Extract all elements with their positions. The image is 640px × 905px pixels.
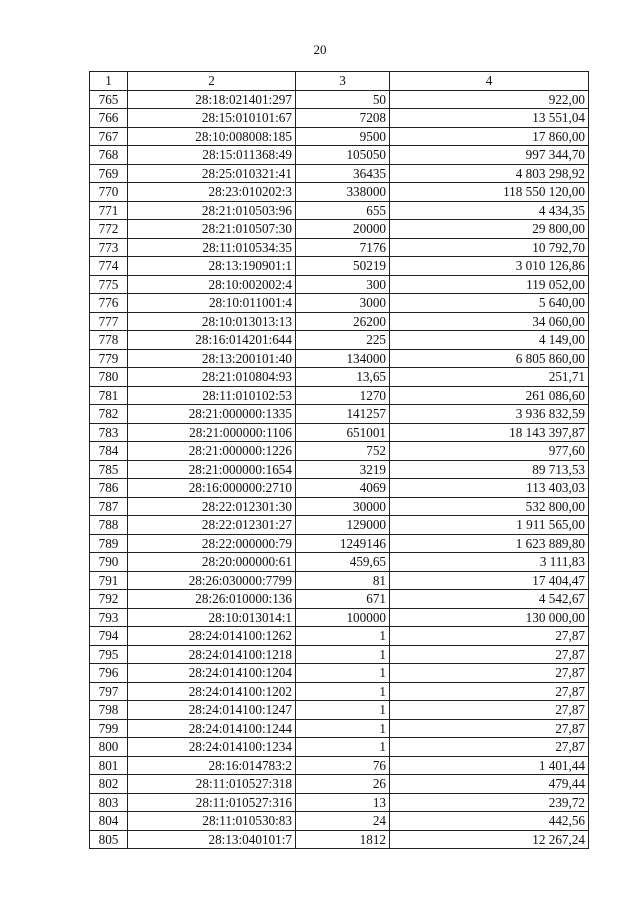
- value-cell: 977,60: [390, 442, 589, 461]
- column-header: 3: [296, 72, 390, 91]
- data-table: [89, 71, 589, 849]
- table-row: [90, 793, 589, 812]
- area-cell: 105050: [296, 146, 390, 165]
- value-cell: 3 010 126,86: [390, 257, 589, 276]
- table-row: [90, 257, 589, 276]
- row-number-cell: 804: [90, 812, 128, 831]
- cadastral-number-cell: 28:22:000000:79: [128, 534, 296, 553]
- cadastral-number-cell: 28:15:010101:67: [128, 109, 296, 128]
- row-number-cell: 775: [90, 275, 128, 294]
- area-cell: 20000: [296, 220, 390, 239]
- table-row: [90, 812, 589, 831]
- value-cell: 17 404,47: [390, 571, 589, 590]
- table-row: [90, 553, 589, 572]
- column-header: 2: [128, 72, 296, 91]
- cadastral-number-cell: 28:13:040101:7: [128, 830, 296, 849]
- cadastral-number-cell: 28:22:012301:30: [128, 497, 296, 516]
- value-cell: 997 344,70: [390, 146, 589, 165]
- value-cell: 3 111,83: [390, 553, 589, 572]
- cadastral-number-cell: 28:21:000000:1654: [128, 460, 296, 479]
- cadastral-number-cell: 28:24:014100:1244: [128, 719, 296, 738]
- area-cell: 26200: [296, 312, 390, 331]
- row-number-cell: 795: [90, 645, 128, 664]
- row-number-cell: 799: [90, 719, 128, 738]
- cadastral-number-cell: 28:24:014100:1247: [128, 701, 296, 720]
- page-number: 20: [313, 42, 327, 57]
- cadastral-number-cell: 28:24:014100:1202: [128, 682, 296, 701]
- value-cell: 27,87: [390, 645, 589, 664]
- value-cell: 4 803 298,92: [390, 164, 589, 183]
- cadastral-number-cell: 28:10:008008:185: [128, 127, 296, 146]
- value-cell: 4 434,35: [390, 201, 589, 220]
- area-cell: 4069: [296, 479, 390, 498]
- table-row: [90, 664, 589, 683]
- table-row: [90, 423, 589, 442]
- table-row: [90, 701, 589, 720]
- row-number-cell: 794: [90, 627, 128, 646]
- table-row: [90, 164, 589, 183]
- cadastral-number-cell: 28:11:010527:316: [128, 793, 296, 812]
- area-cell: 24: [296, 812, 390, 831]
- value-cell: 13 551,04: [390, 109, 589, 128]
- table-row: [90, 405, 589, 424]
- row-number-cell: 779: [90, 349, 128, 368]
- value-cell: 27,87: [390, 682, 589, 701]
- cadastral-number-cell: 28:21:010507:30: [128, 220, 296, 239]
- table-row: [90, 238, 589, 257]
- cadastral-number-cell: 28:11:010530:83: [128, 812, 296, 831]
- value-cell: 4 542,67: [390, 590, 589, 609]
- value-cell: 12 267,24: [390, 830, 589, 849]
- area-cell: 3000: [296, 294, 390, 313]
- table-row: [90, 830, 589, 849]
- cadastral-number-cell: 28:10:011001:4: [128, 294, 296, 313]
- row-number-cell: 767: [90, 127, 128, 146]
- cadastral-number-cell: 28:24:014100:1204: [128, 664, 296, 683]
- table-row: [90, 331, 589, 350]
- row-number-cell: 772: [90, 220, 128, 239]
- area-cell: 81: [296, 571, 390, 590]
- table-row: [90, 312, 589, 331]
- cadastral-number-cell: 28:24:014100:1262: [128, 627, 296, 646]
- area-cell: 1: [296, 701, 390, 720]
- table-row: [90, 183, 589, 202]
- table-row: [90, 516, 589, 535]
- table-row: [90, 201, 589, 220]
- area-cell: 1: [296, 627, 390, 646]
- area-cell: 651001: [296, 423, 390, 442]
- row-number-cell: 765: [90, 90, 128, 109]
- area-cell: 7176: [296, 238, 390, 257]
- area-cell: 129000: [296, 516, 390, 535]
- area-cell: 459,65: [296, 553, 390, 572]
- table-row: [90, 294, 589, 313]
- row-number-cell: 798: [90, 701, 128, 720]
- area-cell: 100000: [296, 608, 390, 627]
- row-number-cell: 805: [90, 830, 128, 849]
- cadastral-number-cell: 28:10:013013:13: [128, 312, 296, 331]
- area-cell: 13,65: [296, 368, 390, 387]
- table-row: [90, 90, 589, 109]
- value-cell: 27,87: [390, 664, 589, 683]
- area-cell: 300: [296, 275, 390, 294]
- value-cell: 27,87: [390, 627, 589, 646]
- area-cell: 338000: [296, 183, 390, 202]
- cadastral-number-cell: 28:25:010321:41: [128, 164, 296, 183]
- value-cell: 118 550 120,00: [390, 183, 589, 202]
- area-cell: 141257: [296, 405, 390, 424]
- table-row: [90, 146, 589, 165]
- cadastral-number-cell: 28:10:013014:1: [128, 608, 296, 627]
- table-row: [90, 775, 589, 794]
- row-number-cell: 790: [90, 553, 128, 572]
- value-cell: 89 713,53: [390, 460, 589, 479]
- table-row: [90, 442, 589, 461]
- value-cell: 239,72: [390, 793, 589, 812]
- value-cell: 18 143 397,87: [390, 423, 589, 442]
- cadastral-number-cell: 28:20:000000:61: [128, 553, 296, 572]
- cadastral-number-cell: 28:18:021401:297: [128, 90, 296, 109]
- value-cell: 479,44: [390, 775, 589, 794]
- row-number-cell: 766: [90, 109, 128, 128]
- table-row: [90, 479, 589, 498]
- cadastral-number-cell: 28:21:000000:1106: [128, 423, 296, 442]
- row-number-cell: 783: [90, 423, 128, 442]
- cadastral-number-cell: 28:24:014100:1218: [128, 645, 296, 664]
- row-number-cell: 802: [90, 775, 128, 794]
- value-cell: 1 911 565,00: [390, 516, 589, 535]
- row-number-cell: 788: [90, 516, 128, 535]
- area-cell: 1812: [296, 830, 390, 849]
- cadastral-number-cell: 28:16:014783:2: [128, 756, 296, 775]
- row-number-cell: 791: [90, 571, 128, 590]
- table-row: [90, 682, 589, 701]
- table-row: [90, 349, 589, 368]
- area-cell: 134000: [296, 349, 390, 368]
- table-row: [90, 627, 589, 646]
- table-row: [90, 497, 589, 516]
- table-row: [90, 756, 589, 775]
- table-row: [90, 368, 589, 387]
- cadastral-number-cell: 28:11:010527:318: [128, 775, 296, 794]
- area-cell: 7208: [296, 109, 390, 128]
- value-cell: 17 860,00: [390, 127, 589, 146]
- area-cell: 3219: [296, 460, 390, 479]
- cadastral-number-cell: 28:21:000000:1335: [128, 405, 296, 424]
- row-number-cell: 770: [90, 183, 128, 202]
- value-cell: 119 052,00: [390, 275, 589, 294]
- area-cell: 752: [296, 442, 390, 461]
- cadastral-number-cell: 28:24:014100:1234: [128, 738, 296, 757]
- table-body: [90, 90, 589, 849]
- value-cell: 1 623 889,80: [390, 534, 589, 553]
- cadastral-number-cell: 28:11:010102:53: [128, 386, 296, 405]
- cadastral-number-cell: 28:23:010202:3: [128, 183, 296, 202]
- row-number-cell: 789: [90, 534, 128, 553]
- table-row: [90, 386, 589, 405]
- row-number-cell: 781: [90, 386, 128, 405]
- row-number-cell: 792: [90, 590, 128, 609]
- table-row: [90, 571, 589, 590]
- row-number-cell: 776: [90, 294, 128, 313]
- value-cell: 6 805 860,00: [390, 349, 589, 368]
- cadastral-number-cell: 28:16:000000:2710: [128, 479, 296, 498]
- row-number-cell: 803: [90, 793, 128, 812]
- row-number-cell: 801: [90, 756, 128, 775]
- row-number-cell: 787: [90, 497, 128, 516]
- area-cell: 655: [296, 201, 390, 220]
- area-cell: 26: [296, 775, 390, 794]
- value-cell: 4 149,00: [390, 331, 589, 350]
- value-cell: 1 401,44: [390, 756, 589, 775]
- row-number-cell: 782: [90, 405, 128, 424]
- row-number-cell: 797: [90, 682, 128, 701]
- row-number-cell: 769: [90, 164, 128, 183]
- value-cell: 5 640,00: [390, 294, 589, 313]
- value-cell: 3 936 832,59: [390, 405, 589, 424]
- table-header-row: [90, 72, 589, 91]
- cadastral-number-cell: 28:21:010804:93: [128, 368, 296, 387]
- value-cell: 10 792,70: [390, 238, 589, 257]
- cadastral-number-cell: 28:13:200101:40: [128, 349, 296, 368]
- row-number-cell: 771: [90, 201, 128, 220]
- area-cell: 50: [296, 90, 390, 109]
- cadastral-number-cell: 28:22:012301:27: [128, 516, 296, 535]
- area-cell: 9500: [296, 127, 390, 146]
- table-row: [90, 460, 589, 479]
- value-cell: 29 800,00: [390, 220, 589, 239]
- table-row: [90, 127, 589, 146]
- value-cell: 27,87: [390, 701, 589, 720]
- value-cell: 34 060,00: [390, 312, 589, 331]
- area-cell: 1270: [296, 386, 390, 405]
- cadastral-number-cell: 28:15:011368:49: [128, 146, 296, 165]
- area-cell: 225: [296, 331, 390, 350]
- cadastral-number-cell: 28:21:010503:96: [128, 201, 296, 220]
- cadastral-number-cell: 28:21:000000:1226: [128, 442, 296, 461]
- area-cell: 13: [296, 793, 390, 812]
- row-number-cell: 785: [90, 460, 128, 479]
- value-cell: 532 800,00: [390, 497, 589, 516]
- table-row: [90, 275, 589, 294]
- cadastral-number-cell: 28:11:010534:35: [128, 238, 296, 257]
- cadastral-number-cell: 28:26:030000:7799: [128, 571, 296, 590]
- area-cell: 1249146: [296, 534, 390, 553]
- row-number-cell: 777: [90, 312, 128, 331]
- value-cell: 27,87: [390, 738, 589, 757]
- value-cell: 251,71: [390, 368, 589, 387]
- cadastral-number-cell: 28:26:010000:136: [128, 590, 296, 609]
- row-number-cell: 768: [90, 146, 128, 165]
- column-header: 4: [390, 72, 589, 91]
- table-row: [90, 534, 589, 553]
- row-number-cell: 784: [90, 442, 128, 461]
- area-cell: 76: [296, 756, 390, 775]
- table-row: [90, 719, 589, 738]
- area-cell: 1: [296, 682, 390, 701]
- table-row: [90, 608, 589, 627]
- cadastral-number-cell: 28:13:190901:1: [128, 257, 296, 276]
- area-cell: 36435: [296, 164, 390, 183]
- table-row: [90, 645, 589, 664]
- table-row: [90, 220, 589, 239]
- area-cell: 1: [296, 719, 390, 738]
- row-number-cell: 793: [90, 608, 128, 627]
- area-cell: 1: [296, 645, 390, 664]
- table-row: [90, 590, 589, 609]
- row-number-cell: 773: [90, 238, 128, 257]
- cadastral-number-cell: 28:16:014201:644: [128, 331, 296, 350]
- area-cell: 50219: [296, 257, 390, 276]
- value-cell: 442,56: [390, 812, 589, 831]
- row-number-cell: 774: [90, 257, 128, 276]
- value-cell: 113 403,03: [390, 479, 589, 498]
- row-number-cell: 786: [90, 479, 128, 498]
- column-header: 1: [90, 72, 128, 91]
- row-number-cell: 796: [90, 664, 128, 683]
- row-number-cell: 780: [90, 368, 128, 387]
- area-cell: 30000: [296, 497, 390, 516]
- value-cell: 130 000,00: [390, 608, 589, 627]
- table-row: [90, 738, 589, 757]
- value-cell: 27,87: [390, 719, 589, 738]
- area-cell: 1: [296, 664, 390, 683]
- value-cell: 261 086,60: [390, 386, 589, 405]
- table-row: [90, 109, 589, 128]
- row-number-cell: 778: [90, 331, 128, 350]
- area-cell: 671: [296, 590, 390, 609]
- area-cell: 1: [296, 738, 390, 757]
- value-cell: 922,00: [390, 90, 589, 109]
- row-number-cell: 800: [90, 738, 128, 757]
- cadastral-number-cell: 28:10:002002:4: [128, 275, 296, 294]
